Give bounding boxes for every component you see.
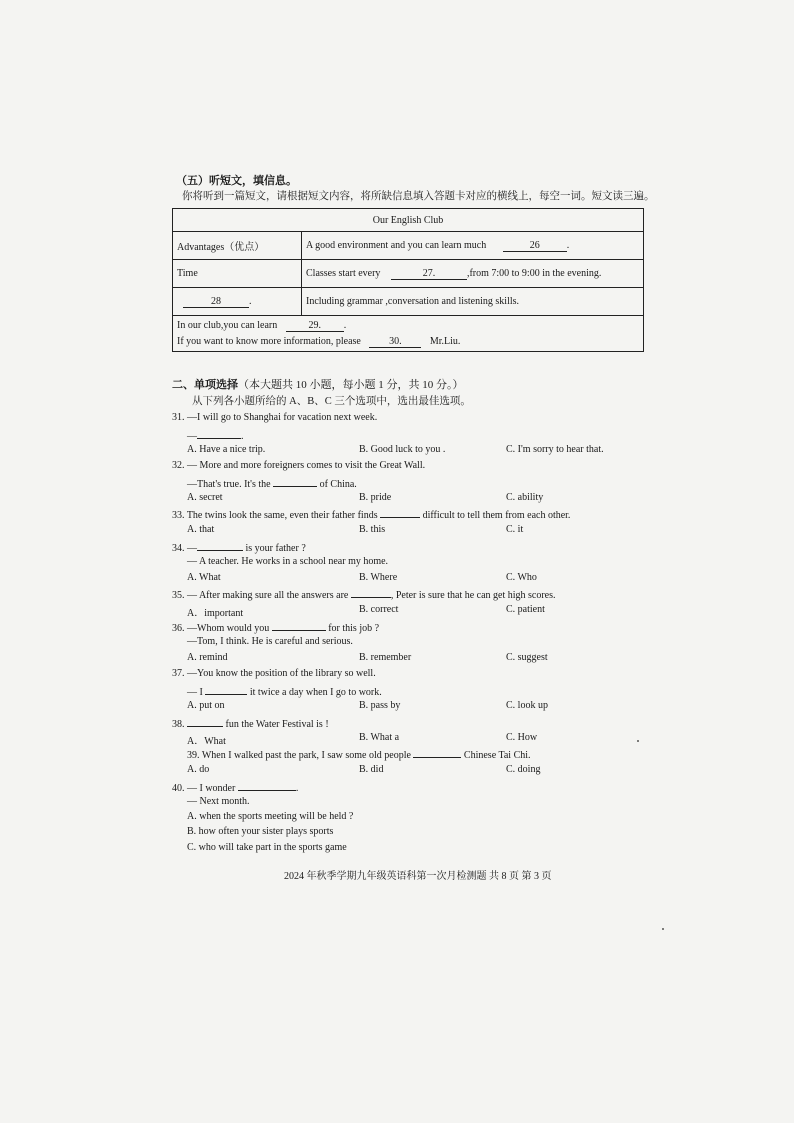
- q40-line1: [172, 780, 298, 794]
- row4-line1-text: In our club,you can learn: [177, 319, 278, 331]
- q38-line1: [172, 716, 329, 730]
- q32-text: —That's true. It's the: [187, 479, 271, 490]
- period: .: [241, 431, 244, 442]
- time-pre: Classes start every: [306, 267, 381, 279]
- scan-speck: [662, 928, 664, 930]
- q36-option-b: B. remember: [359, 652, 412, 663]
- q38-option-c: C. How: [506, 732, 538, 743]
- q32-text-post: of China.: [319, 479, 357, 490]
- q39-option-a: A. do: [187, 764, 210, 775]
- q36-option-c: C. suggest: [506, 652, 548, 663]
- blank-27: 27.: [391, 268, 467, 280]
- q33-line1: [172, 507, 570, 521]
- q39-line1: [187, 747, 531, 761]
- q39-option-b: B. did: [359, 764, 384, 775]
- q33-option-a: A. that: [187, 524, 215, 535]
- advantages-label: Advantages（优点）: [173, 232, 302, 260]
- q40-option-b: B. how often your sister plays sports: [187, 826, 334, 837]
- row3-text: Including grammar ,conversation and listening skills.: [302, 288, 644, 316]
- q35-line1: [172, 587, 556, 601]
- q32-option-a: A. secret: [187, 492, 223, 503]
- q35-option-b: B. correct: [359, 604, 399, 615]
- q31-line1: [172, 412, 377, 423]
- answer-blank: [187, 716, 223, 727]
- part2-title-bold: 二、单项选择: [172, 379, 238, 391]
- q32-option-c: C. ability: [506, 492, 544, 503]
- time-cell: [302, 260, 644, 288]
- time-label: Time: [173, 260, 302, 288]
- table-caption: Our English Club: [173, 209, 644, 232]
- answer-blank: [205, 684, 247, 695]
- q38-number: 38.: [172, 719, 185, 730]
- q31-text: 31. —I will go to Shanghai for vacation next week.: [172, 412, 378, 423]
- blank-26: 26: [503, 240, 567, 252]
- q33-text-post: difficult to tell them from each other.: [422, 510, 571, 521]
- q40-line2: — Next month.: [187, 796, 250, 807]
- english-club-table: [172, 208, 644, 352]
- row4-line2-text: If you want to know more information, please: [177, 335, 361, 347]
- q40-option-c: C. who will take part in the sports game: [187, 842, 347, 853]
- period: .: [295, 783, 299, 794]
- row4-line2-post: Mr.Liu.: [429, 335, 461, 347]
- q35-text-post: , Peter is sure that he can get high scores.: [390, 590, 556, 601]
- q34-text-post: is your father ?: [245, 543, 306, 554]
- q36-line1: [172, 620, 379, 634]
- blank-28: 28: [183, 296, 249, 308]
- q32-option-b: B. pride: [359, 492, 392, 503]
- q35-option-c: C. patient: [506, 604, 545, 615]
- scan-speck: [637, 740, 639, 742]
- q37-line2: [187, 684, 382, 698]
- answer-blank: [197, 540, 243, 551]
- q35-text: 35. — After making sure all the answers are: [172, 590, 349, 601]
- period: .: [343, 319, 347, 331]
- q33-option-b: B. this: [359, 524, 386, 535]
- row4-line2: [177, 334, 639, 350]
- q39-text: 39. When I walked past the park, I saw some old people: [187, 750, 411, 761]
- q38-text-post: fun the Water Festival is !: [225, 719, 329, 730]
- q34-option-b: B. Where: [359, 572, 398, 583]
- time-post: ,from 7:00 to 9:00 in the evening.: [466, 267, 602, 279]
- q31-option-b: B. Good luck to you .: [359, 444, 446, 455]
- answer-blank: [272, 620, 326, 631]
- q31-option-c: C. I'm sorry to hear that.: [506, 444, 604, 455]
- q35-option-a: A．important: [187, 608, 244, 619]
- q40-option-a: A. when the sports meeting will be held ?: [187, 811, 354, 822]
- q34-option-c: C. Who: [506, 572, 537, 583]
- page-footer: 2024 年秋季学期九年级英语科第一次月检测题 共 8 页 第 3 页: [284, 871, 552, 882]
- part5-instruction: 你将听到一篇短文，请根据短文内容，将所缺信息填入答题卡对应的横线上，每空一词。短文读三遍。: [182, 191, 655, 202]
- q36-option-a: A. remind: [187, 652, 228, 663]
- q34-option-a: A. What: [187, 572, 221, 583]
- advantages-text: A good environment and you can learn much: [306, 239, 487, 251]
- answer-blank: [380, 507, 420, 518]
- q39-text-post: Chinese Tai Chi.: [463, 750, 531, 761]
- q31-option-a: A. Have a nice trip.: [187, 444, 266, 455]
- period: .: [249, 295, 252, 307]
- q31-line2: [187, 428, 244, 442]
- answer-blank: [273, 476, 317, 487]
- q36-text-post: for this job ?: [328, 623, 380, 634]
- row4-line1: [177, 318, 639, 334]
- answer-blank: [238, 780, 296, 791]
- q34-line2: — A teacher. He works in a school near my home.: [187, 556, 389, 567]
- blank-29: 29.: [286, 320, 344, 332]
- part5-title: （五）听短文，填信息。: [176, 175, 297, 187]
- part2-instruction: 从下列各小题所给的 A、B、C 三个选项中，选出最佳选项。: [192, 396, 471, 407]
- q34-line1: [172, 540, 306, 554]
- q34-text: 34. —: [172, 543, 197, 554]
- q36-line2: —Tom, I think. He is careful and serious.: [187, 636, 353, 647]
- q38-option-a: A．What: [187, 736, 226, 747]
- period: .: [566, 239, 570, 251]
- q33-text: 33. The twins look the same, even their father finds: [172, 510, 378, 521]
- answer-blank: [413, 747, 461, 758]
- row4-cell: [173, 316, 644, 352]
- q40-text: 40. — I wonder: [172, 783, 236, 794]
- q33-option-c: C. it: [506, 524, 524, 535]
- answer-blank: [197, 428, 241, 439]
- q32-line2: [187, 476, 357, 490]
- blank-30: 30.: [369, 336, 421, 348]
- q32-line1: 32. — More and more foreigners comes to visit the Great Wall.: [172, 460, 426, 471]
- q38-option-b: B. What a: [359, 732, 400, 743]
- q36-text: 36. —Whom would you: [172, 623, 270, 634]
- advantages-cell: [302, 232, 644, 260]
- q37-text-post: it twice a day when I go to work.: [249, 687, 382, 698]
- part2-title: [172, 376, 464, 392]
- part2-title-rest: （本大题共 10 小题，每小题 1 分，共 10 分。）: [238, 379, 464, 391]
- q37-option-a: A. put on: [187, 700, 225, 711]
- q31-dash: —: [187, 431, 197, 442]
- q37-text: — I: [187, 687, 203, 698]
- answer-blank: [351, 587, 391, 598]
- q37-line1: 37. —You know the position of the library so well.: [172, 668, 376, 679]
- row3-label-cell: [173, 288, 302, 316]
- q39-option-c: C. doing: [506, 764, 541, 775]
- q37-option-b: B. pass by: [359, 700, 401, 711]
- q37-option-c: C. look up: [506, 700, 548, 711]
